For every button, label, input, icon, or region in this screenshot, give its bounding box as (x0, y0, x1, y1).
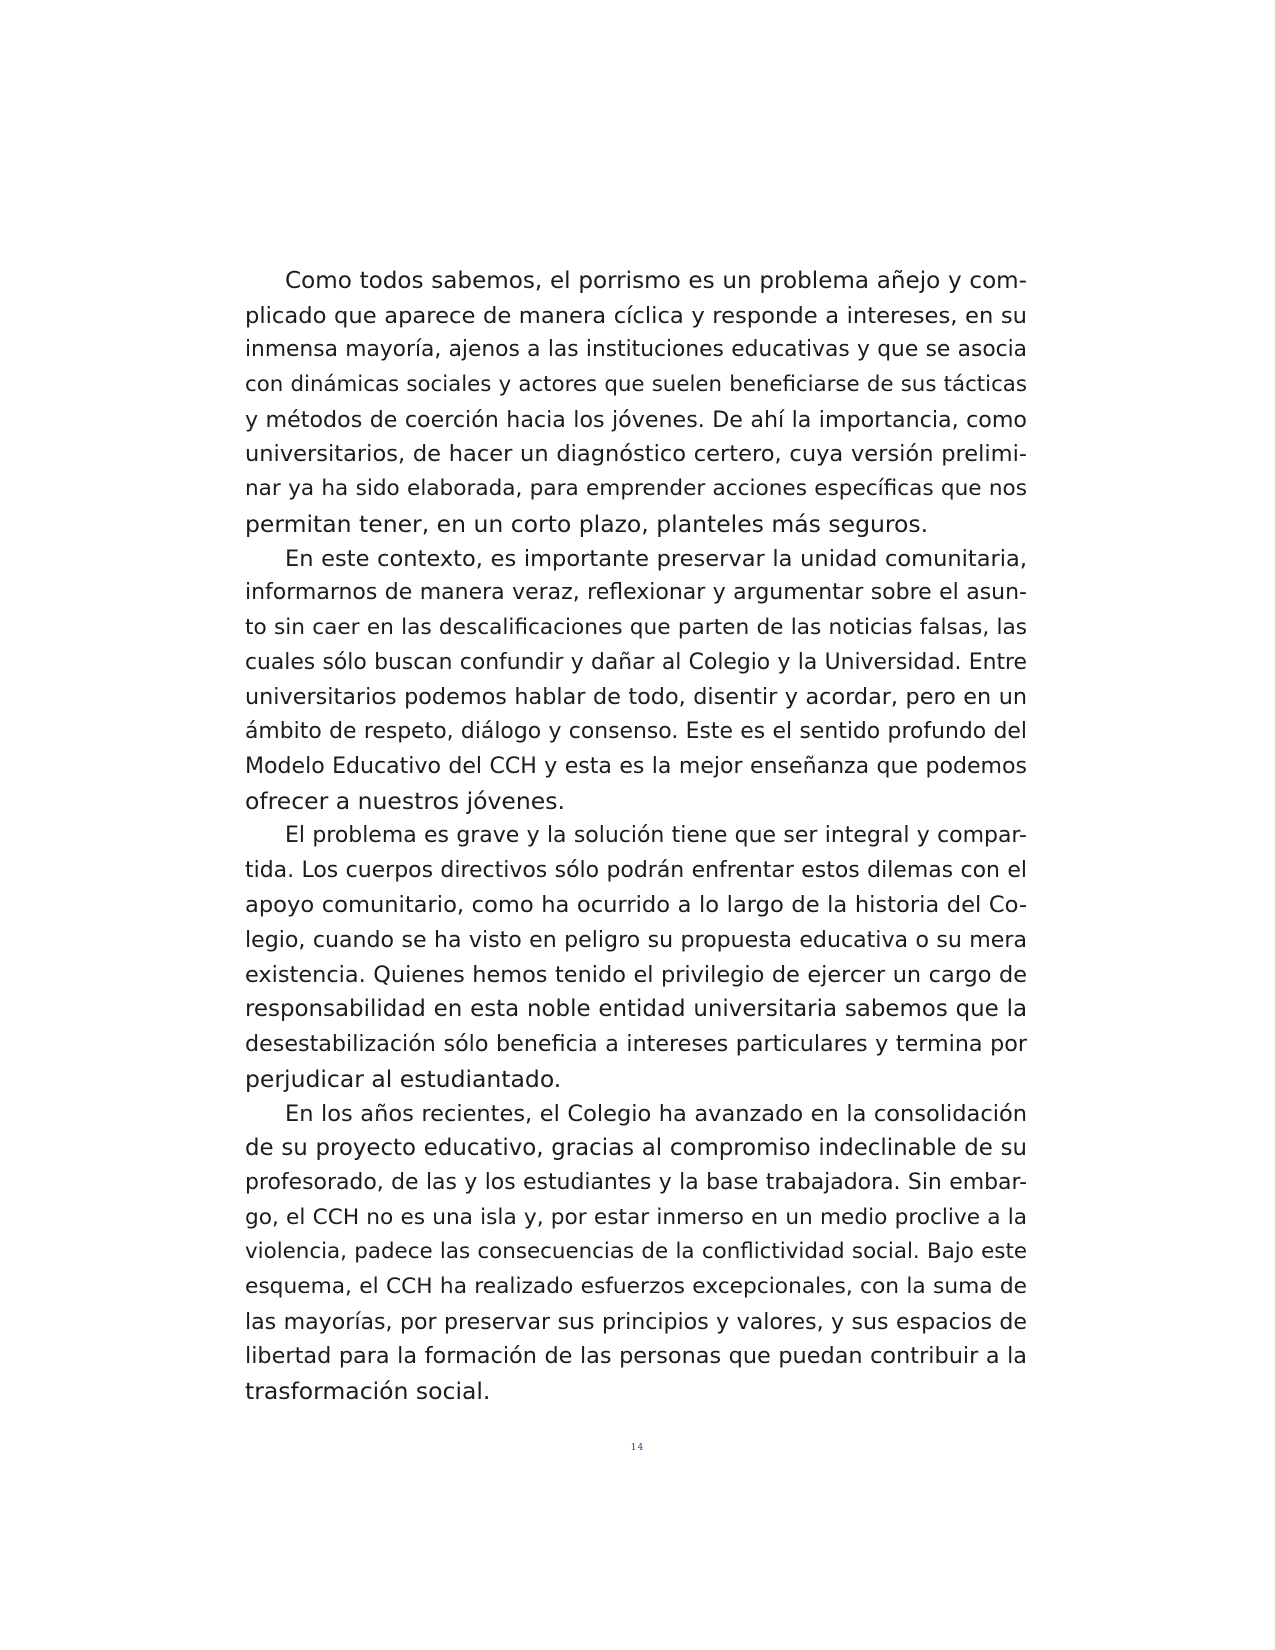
text-line: responsabilidad en esta noble entidad universitaria sabemos que la (245, 996, 1027, 1023)
text-line: Modelo Educativo del CCH y esta es la mejor enseñanza que podemos (245, 753, 1027, 779)
text-line: plicado que aparece de manera cíclica y responde a intereses, en su (245, 302, 1027, 329)
text-line: con dinámicas sociales y actores que suelen beneficiarse de sus tácticas (245, 372, 1027, 398)
text-line: nar ya ha sido elaborada, para emprender acciones específicas que nos (245, 476, 1027, 502)
text-line: profesorado, de las y los estudiantes y la base trabajadora. Sin embar- (245, 1169, 1027, 1195)
text-line: universitarios, de hacer un diagnóstico certero, cuya versión prelimi- (245, 441, 1027, 468)
text-line: libertad para la formación de las personas que puedan contribuir a la (245, 1343, 1027, 1370)
text-line: de su proyecto educativo, gracias al compromiso indeclinable de su (245, 1135, 1027, 1162)
text-line: go, el CCH no es una isla y, por estar inmerso en un medio proclive a la (245, 1204, 1027, 1230)
text-line: y métodos de coerción hacia los jóvenes. De ahí la importancia, como (245, 406, 1027, 433)
text-line: las mayorías, por preservar sus principios y valores, y sus espacios de (245, 1308, 1027, 1335)
text-line: trasformación social. (245, 1377, 491, 1405)
text-line: ámbito de respeto, diálogo y consenso. Este es el sentido profundo del (245, 718, 1027, 744)
body-text (245, 264, 1027, 1409)
text-line: En este contexto, es importante preservar la unidad comunitaria, (285, 545, 1027, 572)
text-line: violencia, padece las consecuencias de la conflictividad social. Bajo este (245, 1239, 1027, 1265)
text-line: ofrecer a nuestros jóvenes. (245, 787, 565, 816)
text-line: En los años recientes, el Colegio ha avanzado en la consolidación (285, 1100, 1027, 1127)
text-line: inmensa mayoría, ajenos a las instituciones educativas y que se asocia (245, 337, 1027, 363)
text-line: existencia. Quienes hemos tenido el privilegio de ejercer un cargo de (245, 961, 1027, 988)
text-line: permitan tener, en un corto plazo, planteles más seguros. (245, 509, 929, 538)
text-line: Como todos sabemos, el porrismo es un problema añejo y com- (285, 268, 1027, 294)
text-line: cuales sólo buscan confundir y dañar al Colegio y la Universidad. Entre (245, 649, 1027, 675)
paragraph-4 (245, 1097, 1027, 1409)
text-line: apoyo comunitario, como ha ocurrido a lo largo de la historia del Co- (245, 892, 1027, 919)
text-line: esquema, el CCH ha realizado esfuerzos excepcionales, con la suma de (245, 1273, 1027, 1299)
paragraph-3 (245, 819, 1027, 1097)
text-line: desestabilización sólo beneficia a intereses particulares y termina por (245, 1031, 1027, 1058)
paragraph-2 (245, 542, 1027, 820)
text-line: legio, cuando se ha visto en peligro su propuesta educativa o su mera (245, 927, 1027, 954)
paragraph-1 (245, 264, 1027, 542)
text-line: El problema es grave y la solución tiene que ser integral y compar- (285, 823, 1027, 848)
text-line: to sin caer en las descalificaciones que parten de las noticias falsas, las (245, 614, 1027, 640)
text-line: informarnos de manera veraz, reflexionar y argumentar sobre el asun- (245, 580, 1027, 606)
text-line: perjudicar al estudiantado. (245, 1064, 562, 1093)
page-number: 14 (630, 1443, 645, 1453)
text-line: universitarios podemos hablar de todo, disentir y acordar, pero en un (245, 684, 1027, 711)
text-line: tida. Los cuerpos directivos sólo podrán enfrentar estos dilemas con el (245, 857, 1027, 883)
